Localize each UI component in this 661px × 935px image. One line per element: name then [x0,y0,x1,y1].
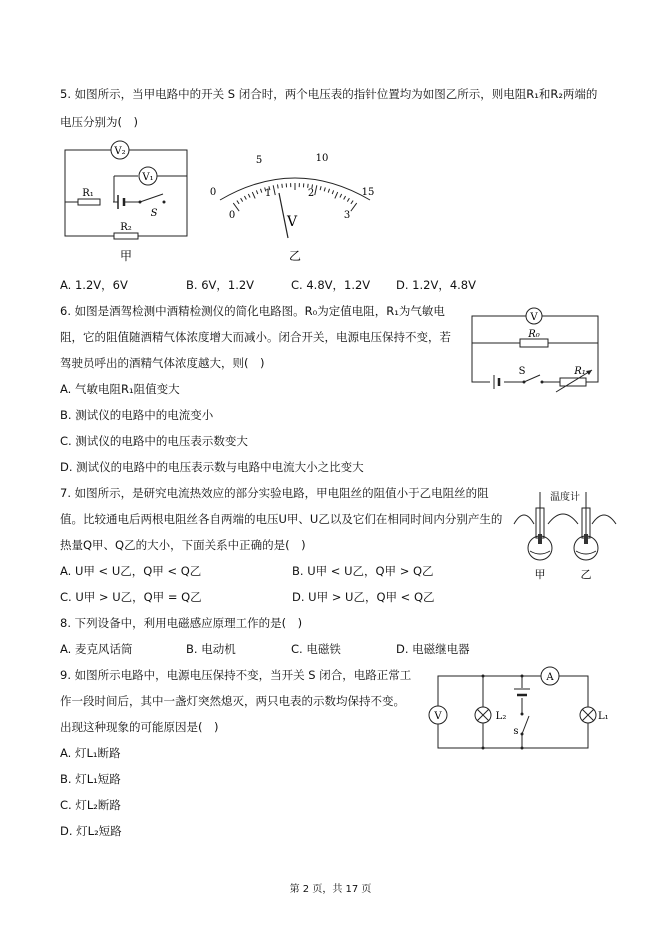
q8-option-b[interactable]: B. 电动机 [186,642,236,656]
q6-option-a[interactable]: A. 气敏电阻R₁阻值变大 [60,382,180,396]
dial-tick [244,196,246,200]
dial-tick [320,186,321,190]
dial-tick [260,189,261,193]
top-tick-15: 15 [361,187,375,198]
unit-v: V [286,214,298,230]
q7-yi-label: 乙 [580,568,592,581]
page-footer: 第 2 页，共 17 页 [289,884,372,895]
q9-circuit [428,662,609,758]
dial-tick [315,185,317,195]
yi-caption: 乙 [288,249,302,263]
s-label: S [150,208,158,219]
q9-option-a[interactable]: A. 灯L₁断路 [60,746,121,760]
q6-option-d[interactable]: D. 测试仪的电路中的电压表示数与电路中电流大小之比变大 [60,460,364,474]
q6-option-b[interactable]: B. 测试仪的电路中的电流变小 [60,408,214,422]
r2-label: R₂ [120,222,132,233]
q7-apparatus [508,484,623,582]
top-tick-10: 10 [315,153,329,164]
q5-voltmeter-yi [200,148,380,263]
r1-label: R₁ [82,188,94,199]
dial-tick [237,201,239,204]
q5-option-c[interactable]: C. 4.8V，1.2V [291,278,371,292]
bottom-tick-0: 0 [228,210,236,221]
jia-caption: 甲 [119,249,133,263]
q9-stem-line2: 作一段时间后，其中一盏灯突然熄灭，两只电表的示数均保持不变。 [60,694,405,708]
q5-option-d[interactable]: D. 1.2V，4.8V [396,278,476,292]
dial-tick [273,185,275,195]
q6-circuit [468,306,608,394]
q7-stem-line3: 热量Q甲、Q乙的大小，下面关系中正确的是( ) [60,538,306,552]
bottom-tick-1: 1 [264,188,272,199]
q9-stem-line1: 9. 如图所示电路中，电源电压保持不变，当开关 S 闭合，电路正常工 [60,668,412,682]
v2-label: V₂ [114,146,126,157]
q7-stem-line2: 值。比较通电后两根电阻丝各自两端的电压U甲、U乙以及它们在相同时间内分别产生的 [60,512,503,526]
dial-tick [344,196,346,200]
dial-tick [347,198,349,201]
top-tick-5: 5 [255,155,263,166]
q5-option-b[interactable]: B. 6V，1.2V [186,278,255,292]
q7-stem-line1: 7. 如图所示，是研究电流热效应的部分实验电路，甲电阻丝的阻值小于乙电阻丝的阻 [60,486,489,500]
bottom-tick-2: 2 [307,188,315,199]
q9-s-label: s [513,726,519,737]
dial-tick [351,201,353,204]
q9-stem-line3: 出现这种现象的可能原因是( ) [60,720,219,734]
q8-option-c[interactable]: C. 电磁铁 [291,642,341,656]
q5-circuit-jia [58,140,198,265]
q5-stem-line2: 电压分别为( ) [60,115,138,129]
q9-option-b[interactable]: B. 灯L₁短路 [60,772,121,786]
q7-option-c[interactable]: C. U甲 > U乙，Q甲 = Q乙 [60,590,202,604]
q9-voltmeter-label: V [434,711,442,722]
q7-option-a[interactable]: A. U甲 < U乙，Q甲 < Q乙 [60,564,202,578]
top-tick-0: 0 [209,187,217,198]
dial-tick [332,190,333,194]
dial-tick [351,203,357,211]
q6-v-label: V [530,312,538,323]
v1-label: V₁ [142,172,154,183]
q8-stem: 8. 下列设备中，利用电磁感应原理工作的是( ) [60,616,303,630]
q6-stem-line2: 阻，它的阻值随酒精气体浓度增大而减小。闭合开关，电源电压保持不变，若 [60,330,451,344]
q7-option-b[interactable]: B. U甲 < U乙，Q甲 > Q乙 [292,564,434,578]
dial-tick [248,194,250,198]
dial-tick [241,198,243,201]
bottom-tick-3: 3 [343,210,351,221]
q6-s-label: S [518,366,526,377]
q8-option-d[interactable]: D. 电磁继电器 [396,642,470,656]
q6-stem-line1: 6. 如图是酒驾检测中酒精检测仪的简化电路图。R₀为定值电阻，R₁为气敏电 [60,304,445,318]
q6-stem-line3: 驾驶员呼出的酒精气体浓度越大，则( ) [60,356,265,370]
q9-option-d[interactable]: D. 灯L₂短路 [60,824,122,838]
dial-tick [256,190,257,194]
q9-l1-label: L₁ [598,711,609,722]
dial-tick [252,192,255,198]
dial-tick [328,189,329,193]
q6-option-c[interactable]: C. 测试仪的电路中的电压表示数变大 [60,434,248,448]
dial-tick [324,187,325,191]
q7-jia-label: 甲 [534,568,546,581]
q8-option-a[interactable]: A. 麦克风话筒 [60,642,133,656]
dial-tick [277,184,278,188]
q5-option-a[interactable]: A. 1.2V，6V [60,278,128,292]
q7-option-d[interactable]: D. U甲 > U乙，Q甲 < Q乙 [292,590,435,604]
q6-r1-label: R₁ [574,366,586,377]
dial-tick [282,184,283,188]
dial-tick [340,194,342,198]
q5-stem-line1: 5. 如图所示，当甲电路中的开关 S 闭合时，两个电压表的指针位置均为如图乙所示，则电阻R₁和R₂两端的 [60,87,598,101]
q9-ammeter-label: A [546,672,554,683]
q9-l2-label: L₂ [495,711,507,722]
q9-option-c[interactable]: C. 灯L₂断路 [60,798,121,812]
thermometer-label: 温度计 [550,492,580,503]
q6-r0-label: R₀ [528,329,540,340]
dial-tick [335,192,338,198]
